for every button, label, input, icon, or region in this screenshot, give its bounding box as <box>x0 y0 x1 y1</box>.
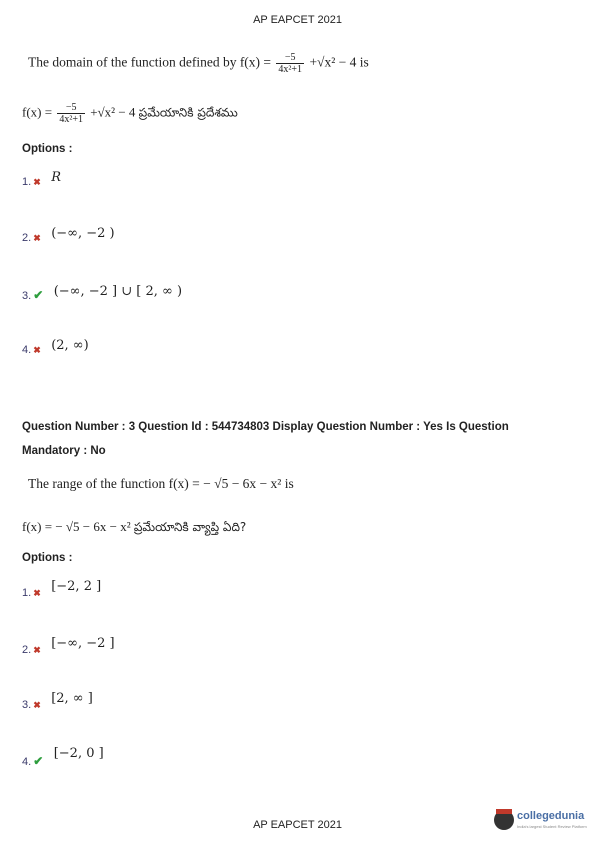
q2-option-4 <box>22 746 104 770</box>
q1-option-2 <box>22 228 115 246</box>
cross-icon: ✖ <box>33 233 41 243</box>
q1-telugu-line <box>22 102 238 125</box>
option-number: 4. <box>22 756 32 768</box>
option-value: (−∞, −2 ] ∪ [ 2, ∞ ) <box>53 284 183 299</box>
option-value: R <box>51 170 61 185</box>
q1-stem-prefix: The domain of the function defined by f(x) = <box>28 54 272 70</box>
page-header: AP EAPCET 2021 <box>253 14 342 26</box>
q1-option-4 <box>22 340 89 358</box>
q1-stem <box>28 52 369 75</box>
q2-telugu-line <box>22 519 246 537</box>
q1-frac-num: −5 <box>276 52 304 64</box>
cross-icon: ✖ <box>33 645 41 655</box>
q2-telugu-formula: f(x) = − √5 − 6x − x² <box>22 519 131 534</box>
logo-tagline: India's largest Student Review Platform <box>517 824 587 829</box>
option-value: [−∞, −2 ] <box>51 636 115 651</box>
q2-telugu-text: ప్రమేయానికి వ్యాప్తి ఏది? <box>133 520 247 534</box>
option-number: 2. <box>22 232 32 244</box>
q1-frac-den: 4x²+1 <box>278 64 303 75</box>
option-number: 3. <box>22 290 32 302</box>
option-value: (2, ∞) <box>51 338 89 353</box>
option-number: 2. <box>22 644 32 656</box>
q2-option-1 <box>22 579 102 601</box>
logo-wordmark: collegedunia <box>517 810 585 822</box>
cross-icon: ✖ <box>33 177 41 187</box>
q1-stem-suffix: +√x² − 4 is <box>309 54 369 70</box>
option-number: 1. <box>22 176 32 188</box>
q2-stem: The range of the function f(x) = − √5 − 6x − x² is <box>28 476 294 491</box>
q1-telugu-fraction <box>57 102 85 125</box>
q1-telugu-frac-num: −5 <box>57 102 85 114</box>
option-number: 1. <box>22 587 32 599</box>
cross-icon: ✖ <box>33 588 41 598</box>
option-value: [−2, 2 ] <box>51 579 102 594</box>
cross-icon: ✖ <box>33 700 41 710</box>
q1-option-1 <box>22 172 61 190</box>
collegedunia-logo <box>494 806 590 836</box>
option-number: 3. <box>22 699 32 711</box>
q1-option-3 <box>22 286 182 304</box>
cross-icon: ✖ <box>33 345 41 355</box>
checkmark-icon: ✔ <box>33 754 44 768</box>
option-value: [2, ∞ ] <box>51 691 93 706</box>
q1-options-label: Options : <box>22 143 73 155</box>
q2-options-label: Options : <box>22 552 73 564</box>
q2-option-3 <box>22 691 93 713</box>
q1-telugu-prefix: f(x) = <box>22 104 53 120</box>
q2-meta-line-1: Question Number : 3 Question Id : 544734803 Display Question Number : Yes Is Question <box>22 421 509 433</box>
graduation-cap-icon <box>496 809 512 814</box>
q2-meta-line-2: Mandatory : No <box>22 445 106 457</box>
checkmark-icon: ✔ <box>33 288 44 302</box>
page-footer: AP EAPCET 2021 <box>253 819 342 831</box>
q2-option-2 <box>22 636 115 658</box>
q1-telugu-text: ప్రమేయానికి ప్రదేశము <box>138 105 238 120</box>
option-value: [−2, 0 ] <box>53 746 104 761</box>
option-number: 4. <box>22 344 32 356</box>
q1-telugu-frac-den: 4x²+1 <box>59 114 83 125</box>
q1-telugu-suffix: +√x² − 4 <box>90 104 136 120</box>
q1-fraction <box>276 52 304 75</box>
option-value: (−∞, −2 ) <box>51 226 115 241</box>
